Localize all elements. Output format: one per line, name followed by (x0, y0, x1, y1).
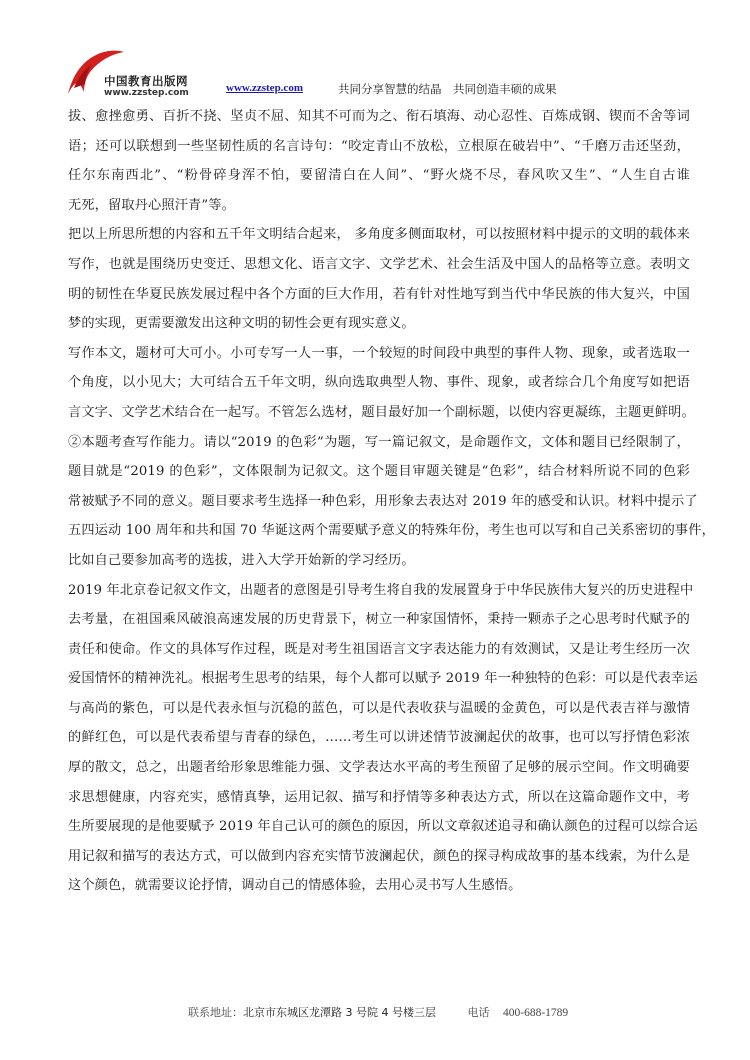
logo-chinese-text: 中国教育出版网 (104, 74, 188, 88)
phone-value: 400-688-1789 (502, 1007, 569, 1019)
text-line: 比如自己要参加高考的选拔，进入大学开始新的学习经历。 (68, 552, 415, 568)
text-line: 用记叙和描写的表达方式，可以做到内容充实情节波澜起伏，颜色的探寻构成故事的基本线索，为什么是 (68, 848, 690, 864)
text-line: 责任和使命。作文的具体写作过程，既是对考生祖国语言文字表达能力的有效测试，又是让考生经历一次 (68, 641, 690, 657)
text-line: 2019 年北京卷记叙文作文，出题者的意图是引导考生将自我的发展置身于中华民族伟大复兴的历史进程中 (68, 582, 694, 598)
text-line: 个角度，以小见大；大可结合五千年文明，纵向选取典型人物、事件、现象，或者综合几个角度写如把语 (68, 375, 690, 391)
page-footer (188, 1004, 568, 1020)
text-line: 与高尚的紫色，可以是代表永恒与沉稳的蓝色，可以是代表收获与温暖的金黄色，可以是代表吉祥与激情 (68, 700, 690, 716)
site-logo[interactable] (66, 48, 216, 98)
paragraph-idioms (68, 102, 690, 220)
header-slogan: 共同分享智慧的结晶 共同创造丰硕的成果 (338, 82, 557, 96)
text-line: 去考量，在祖国乘风破浪高速发展的历史背景下，树立一种家国情怀，秉持一颗赤子之心思考时代赋予的 (68, 612, 690, 628)
paragraph-beijing-essay (68, 576, 698, 902)
text-line: 梦的实现，更需要激发出这种文明的韧性会更有现实意义。 (68, 316, 415, 332)
page-header (66, 48, 706, 100)
text-line: 五四运动 100 周年和共和国 70 华诞这两个需要赋予意义的特殊年份，考生也可以写和自己关系密切的事件， (68, 523, 715, 539)
logo-url-text: www.zzstep.com (104, 88, 189, 98)
text-line: 常被赋予不同的意义。题目要求考生选择一种色彩，用形象去表达对 2019 年的感受和认识。材料中提示了 (68, 493, 698, 509)
text-line: 拔、愈挫愈勇、百折不挠、坚贞不屈、知其不可而为之、衔石填海、动心忍性、百炼成钢、锲而不舍等词 (68, 109, 690, 124)
text-line: 爱国情怀的精神洗礼。根据考生思考的结果，每个人都可以赋予 2019 年一种独特的色彩：可以是代表幸运 (68, 671, 698, 687)
site-link[interactable]: www.zzstep.com (226, 82, 303, 94)
text-line: 任尔东南西北”、“粉骨碎身浑不怕，要留清白在人间”、“野火烧不尽，春风吹又生”、“人生自古谁 (68, 168, 690, 184)
text-line: 求思想健康，内容充实，感情真挚，运用记叙、描写和抒情等多种表达方式，所以在这篇命题作文中，考 (68, 789, 690, 805)
text-line: 生所要展现的是他要赋予 2019 年自己认可的颜色的原因，所以文章叙述追寻和确认颜色的过程可以综合运 (68, 819, 698, 835)
text-line: 这个颜色，就需要议论抒情，调动自己的情感体验，去用心灵书写人生感悟。 (68, 878, 522, 894)
text-line: 把以上所思所想的内容和五千年文明结合起来， 多角度多侧面取材，可以按照材料中提示的文明的载体来 (68, 227, 690, 243)
text-line: 言文字、文学艺术结合在一起写。不管怎么选材，题目最好加一个副标题，以使内容更凝练，主题更鲜明。 (68, 404, 695, 420)
text-line: 题目就是“2019 的色彩”，文体限制为记叙文。这个题目审题关键是“色彩”，结合材料所说不同的色彩 (68, 464, 690, 480)
text-line: 语；还可以联想到一些坚韧性质的名言诗句：“咬定青山不放松，立根原在破岩中”、“千磨万击还坚劲， (68, 138, 690, 154)
address-label: 联系地址： (188, 1006, 243, 1019)
document-body (68, 102, 715, 901)
phone-label: 电话 (467, 1006, 490, 1019)
text-line: 写作本文，题材可大可小。小可专写一人一事，一个较短的时间段中典型的事件人物、现象，或者选取一 (68, 345, 690, 361)
paragraph-civilization (68, 220, 690, 338)
text-line: 厚的散文，总之，出题者给形象思维能力强、文学表达水平高的考生预留了足够的展示空间。作文明确要 (68, 760, 690, 776)
address-value: 北京市东城区龙潭路 3 号院 4 号楼三层 (243, 1006, 436, 1019)
text-line: 的鲜红色，可以是代表希望与青春的绿色，……考生可以讲述情节波澜起伏的故事，也可以写抒情色彩浓 (68, 730, 690, 746)
text-line: 无死，留取丹心照汗青”等。 (68, 197, 235, 213)
text-line: ②本题考查写作能力。请以“2019 的色彩”为题，写一篇记叙文，是命题作文，文体和题目已经限制了， (68, 434, 690, 450)
paragraph-writing-scope (68, 339, 715, 576)
text-line: 写作，也就是围绕历史变迁、思想文化、语言文字、文学艺术、社会生活及中国人的品格等立意。表明文 (68, 256, 690, 272)
text-line: 明的韧性在华夏民族发展过程中各个方面的巨大作用，若有针对性地写到当代中华民族的伟大复兴，中国 (68, 286, 690, 302)
